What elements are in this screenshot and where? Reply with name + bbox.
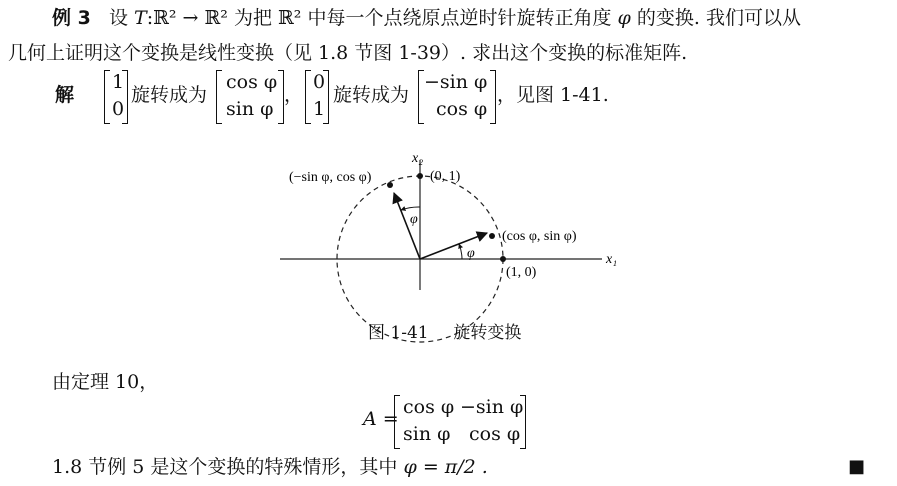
angle-arc-top: [401, 207, 420, 210]
see-figure: ，见图 1-41.: [497, 84, 609, 106]
closing-line: [52, 458, 488, 477]
label-left: (−sin φ, cos φ): [289, 170, 372, 185]
v1rot-bottom: sin φ: [226, 98, 274, 120]
closing-text: 1.8 节例 5 是这个变换的特殊情形，其中: [52, 456, 398, 478]
point-top: [417, 173, 423, 179]
caption-text: 旋转变换: [453, 323, 522, 343]
rotated-e1-vector: [420, 233, 487, 259]
problem-line-2: 几何上证明这个变换是线性变换（见 1.8 节图 1-39）. 求出这个变换的标准矩阵.: [8, 42, 688, 64]
v2-top: 0: [313, 71, 326, 93]
matrix-a12: −sin φ: [460, 396, 524, 418]
v2rot-bottom: cos φ: [436, 98, 488, 120]
matrix-a11: cos φ: [403, 396, 455, 418]
x2-label: x₂: [412, 151, 424, 166]
point-bottom: [500, 256, 506, 262]
solution-label: 解: [55, 84, 75, 106]
point-left: [387, 182, 393, 188]
label-top: (0, 1): [430, 169, 461, 184]
angle-arc-right: [459, 244, 462, 259]
v1rot-top: cos φ: [226, 71, 278, 93]
matrix-right-bracket: [520, 395, 526, 449]
theorem-intro: 由定理 10，: [52, 371, 159, 393]
angle-label-right: φ: [467, 246, 475, 261]
mapping: :ℝ² → ℝ²: [146, 7, 228, 29]
r2-symbol: ℝ²: [278, 7, 302, 29]
matrix-a22: cos φ: [469, 423, 521, 445]
end-mark: ■: [848, 456, 866, 477]
phi-symbol: φ: [617, 7, 631, 29]
comma: ，: [284, 84, 304, 106]
caption-number: 图 1-41: [368, 323, 429, 343]
v2rot-top: −sin φ: [424, 71, 488, 93]
rotates-to-1: 旋转成为: [131, 84, 208, 106]
label-bottom: (1, 0): [506, 265, 537, 280]
transform-symbol: T: [134, 7, 147, 29]
v2-bottom: 1: [313, 98, 326, 120]
v1-bottom: 0: [112, 98, 125, 120]
line1-mid: 为把: [233, 7, 272, 29]
closing-phi: φ = π/2 .: [403, 456, 488, 478]
label-right: (cos φ, sin φ): [502, 229, 577, 244]
point-right: [489, 233, 495, 239]
line1-rest: 中每一个点绕原点逆时针旋转正角度: [307, 7, 612, 29]
matrix-a21: sin φ: [403, 423, 451, 445]
line1-end: 的变换. 我们可以从: [636, 7, 801, 29]
line1-prefix: 设: [108, 7, 128, 29]
matrix-label: A =: [363, 408, 399, 430]
angle-label-top: φ: [410, 212, 418, 227]
x1-label: x₁: [606, 252, 618, 267]
matrix-left-bracket: [394, 395, 400, 449]
figure-caption: [368, 318, 521, 343]
v1-top: 1: [112, 71, 125, 93]
example-label: 例 3: [52, 7, 91, 29]
rotates-to-2: 旋转成为: [333, 84, 410, 106]
